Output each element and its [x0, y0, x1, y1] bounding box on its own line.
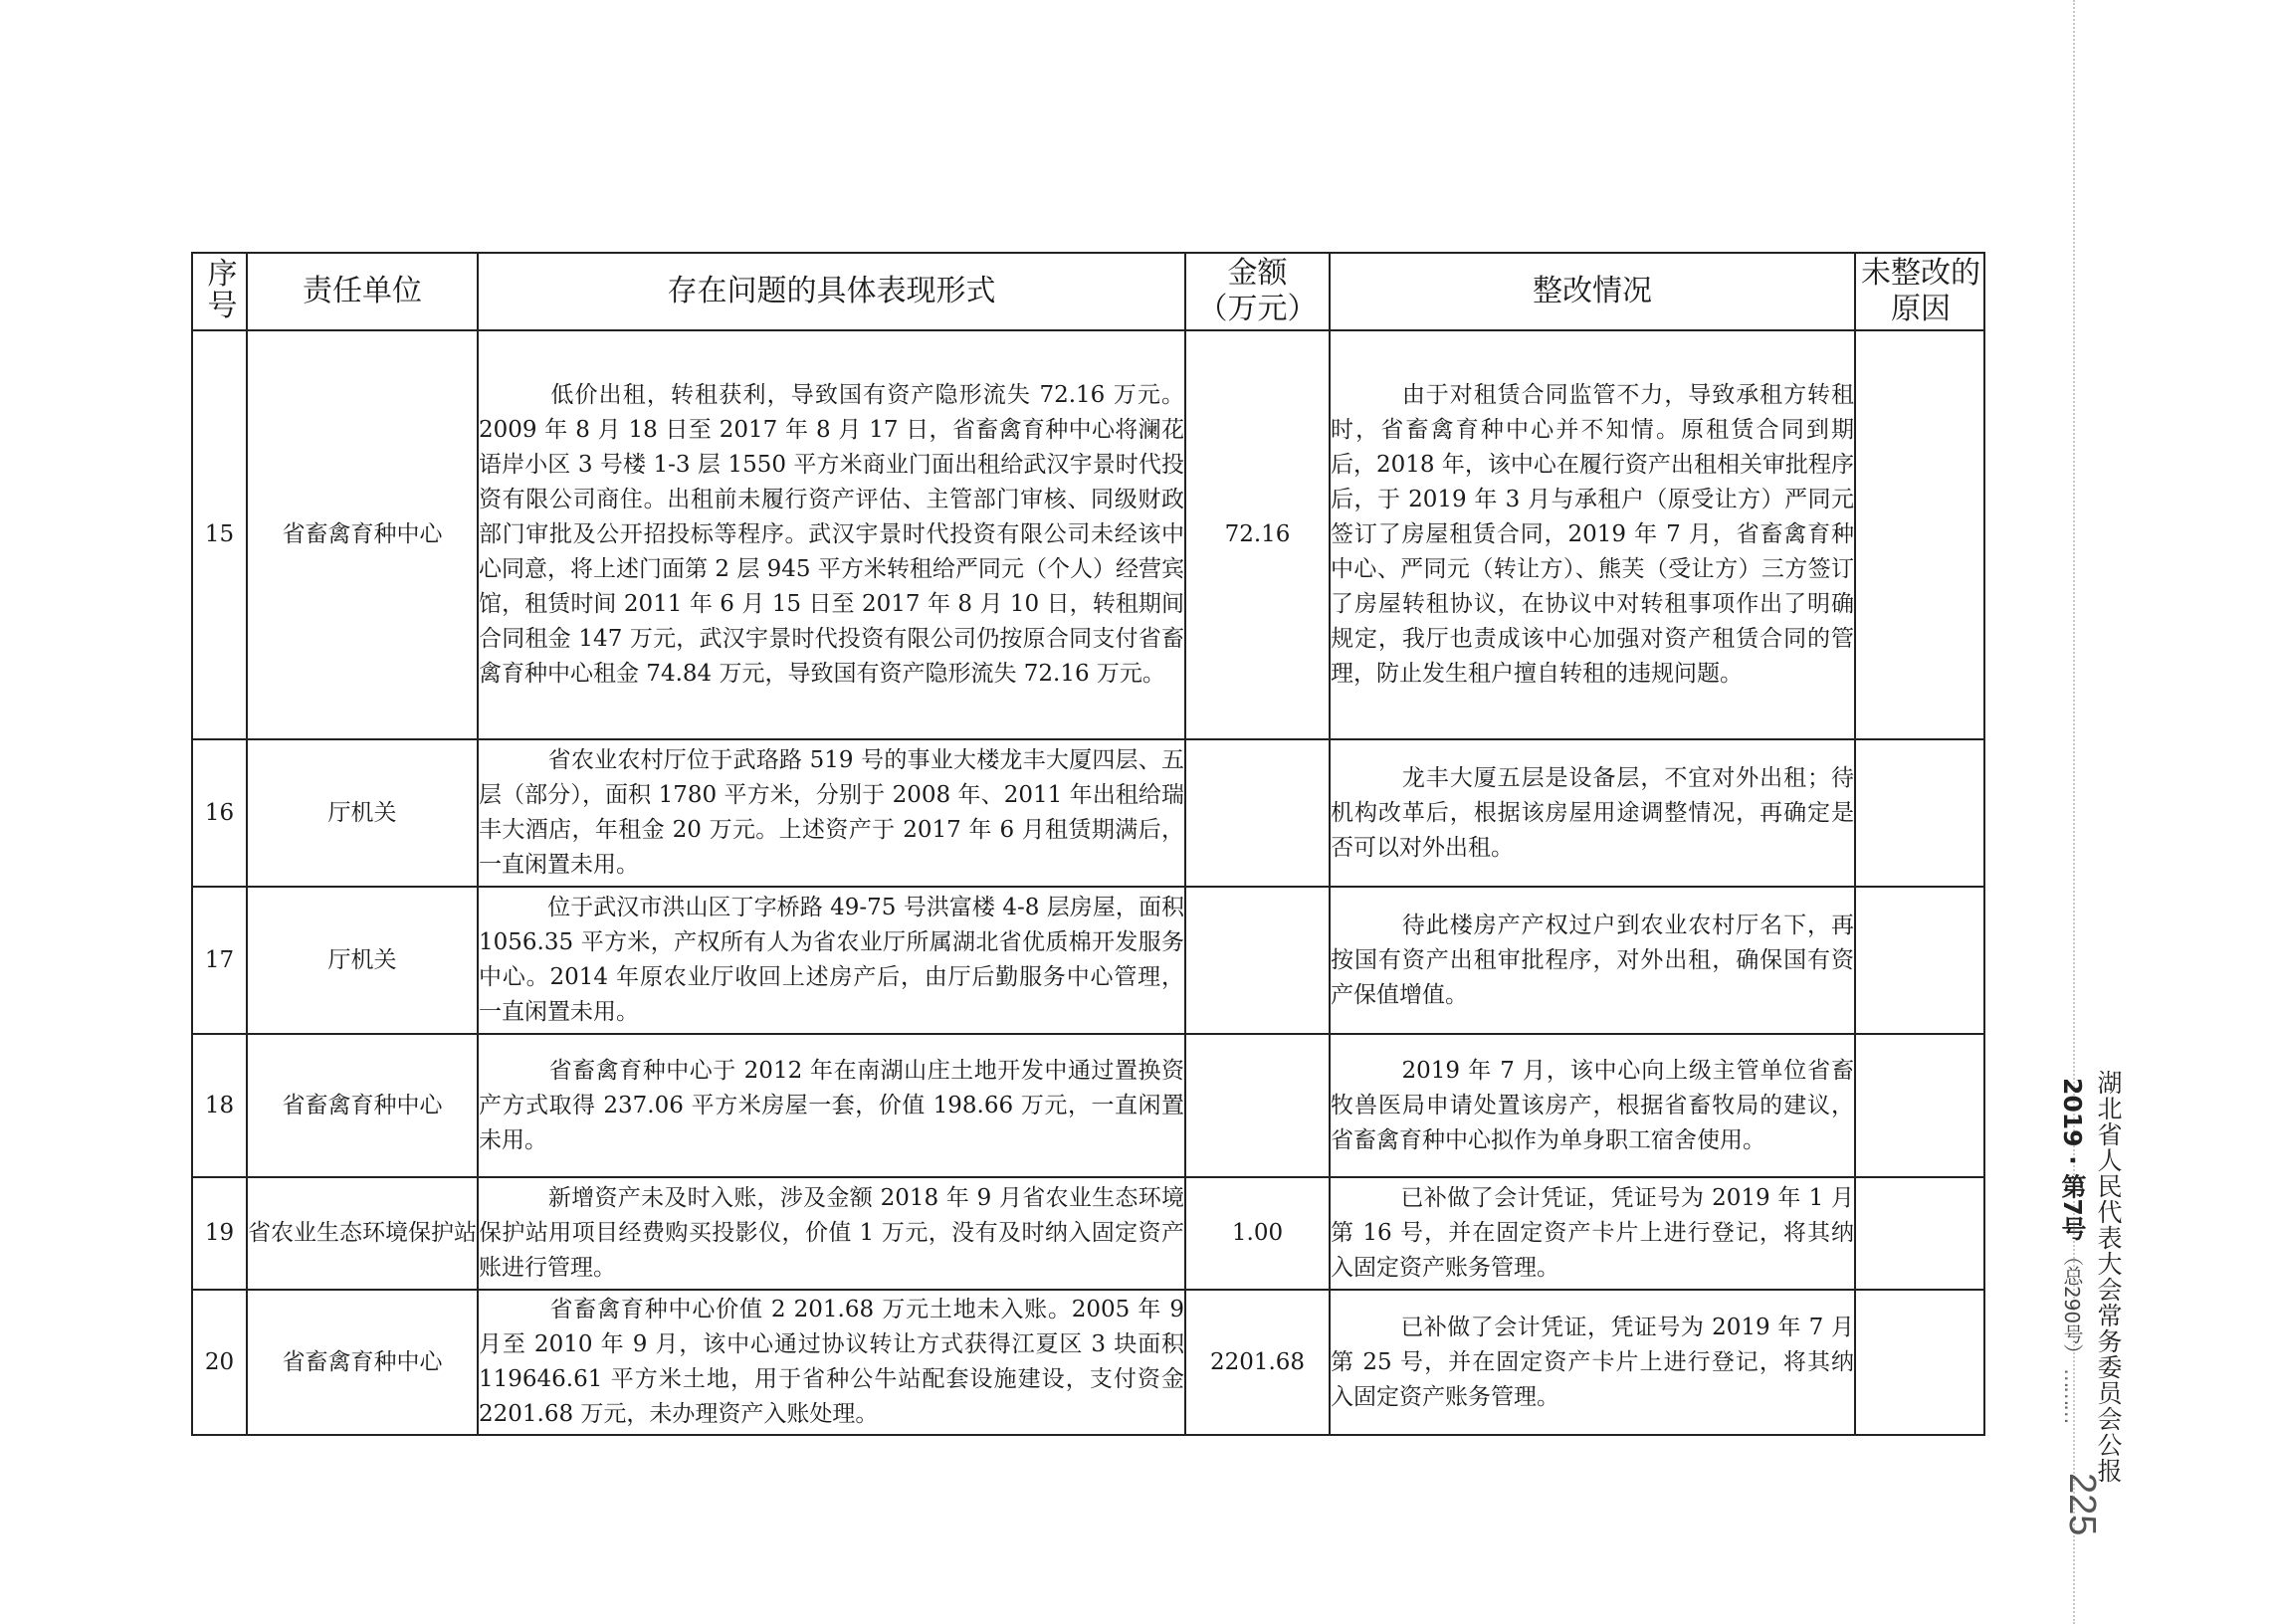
header-amount-line1: 金额	[1227, 256, 1288, 291]
row-reason	[1855, 1034, 1984, 1177]
gazette-sidebar	[2042, 1070, 2126, 1527]
table-row	[192, 887, 1984, 1034]
table-header-row	[192, 253, 1984, 330]
row-reason	[1855, 739, 1984, 887]
row-reason	[1855, 330, 1984, 739]
row-rectification: 龙丰大厦五层是设备层，不宜对外出租；待机构改革后，根据该房屋用途调整情况，再确定是否可以对外出租。	[1330, 739, 1855, 887]
gazette-title: 湖北省人民代表大会常务委员会公报	[2094, 1070, 2123, 1484]
row-amount: 2201.68	[1185, 1290, 1330, 1435]
row-unit: 省畜禽育种中心	[247, 330, 478, 739]
row-reason	[1855, 887, 1984, 1034]
row-rectification: 已补做了会计凭证，凭证号为 2019 年 1 月第 16 号，并在固定资产卡片上进行登记，将其纳入固定资产账务管理。	[1330, 1177, 1855, 1290]
row-amount	[1185, 887, 1330, 1034]
row-problem: 省农业农村厅位于武珞路 519 号的事业大楼龙丰大厦四层、五层（部分），面积 1780 平方米，分别于 2008 年、2011 年出租给瑞丰大酒店，年租金 20 万元。上述资产于 2017 年 6 月租赁期满后，一直闲置未用。	[478, 739, 1185, 887]
row-unit: 厅机关	[247, 887, 478, 1034]
table-row	[192, 1177, 1984, 1290]
row-unit: 省农业生态环境保护站	[247, 1177, 478, 1290]
row-problem: 省畜禽育种中心价值 2 201.68 万元土地未入账。2005 年 9 月至 2010 年 9 月，该中心通过协议转让方式获得江夏区 3 块面积 119646.61 平方米土地，用于省种公牛站配套设施建设，支付资金 2201.68 万元，未办理资产入账处理。	[478, 1290, 1185, 1435]
row-num: 19	[192, 1177, 247, 1290]
row-problem: 低价出租，转租获利，导致国有资产隐形流失 72.16 万元。2009 年 8 月 18 日至 2017 年 8 月 17 日，省畜禽育种中心将澜花语岸小区 3 号楼 1-3 层 1550 平方米商业门面出租给武汉宇景时代投资有限公司商住。出租前未履行资产评估、主管部门审核、同级财政部门审批及公开招投标等程序。武汉宇景时代投资有限公司未经该中心同意，将上述门面第 2 层 945 平方米转租给严同元（个人）经营宾馆，租赁时间 2011 年 6 月 15 日至 2017 年 8 月 10 日，转租期间合同租金 147 万元，武汉宇景时代投资有限公司仍按原合同支付省畜禽育种中心租金 74.84 万元，导致国有资产隐形流失 72.16 万元。	[478, 330, 1185, 739]
dot-leader: ………	[2060, 1368, 2084, 1423]
row-reason	[1855, 1290, 1984, 1435]
row-amount: 72.16	[1185, 330, 1330, 739]
header-reason: 未整改的原因	[1855, 253, 1984, 330]
row-num: 15	[192, 330, 247, 739]
header-unit: 责任单位	[247, 253, 478, 330]
row-unit: 省畜禽育种中心	[247, 1034, 478, 1177]
header-rectification: 整改情况	[1330, 253, 1855, 330]
header-amount-line2: （万元）	[1197, 292, 1318, 326]
row-unit: 厅机关	[247, 739, 478, 887]
row-amount: 1.00	[1185, 1177, 1330, 1290]
row-problem: 新增资产未及时入账，涉及金额 2018 年 9 月省农业生态环境保护站用项目经费购买投影仪，价值 1 万元，没有及时纳入固定资产账进行管理。	[478, 1177, 1185, 1290]
row-unit: 省畜禽育种中心	[247, 1290, 478, 1435]
row-rectification: 待此楼房产产权过户到农业农村厅名下，再按国有资产出租审批程序，对外出租，确保国有资产保值增值。	[1330, 887, 1855, 1034]
table-row	[192, 330, 1984, 739]
table-row	[192, 1034, 1984, 1177]
rectification-table	[191, 252, 1985, 1436]
row-num: 20	[192, 1290, 247, 1435]
row-problem: 省畜禽育种中心于 2012 年在南湖山庄土地开发中通过置换资产方式取得 237.06 平方米房屋一套，价值 198.66 万元，一直闲置未用。	[478, 1034, 1185, 1177]
table-row	[192, 739, 1984, 887]
header-num: 序号	[192, 253, 247, 330]
row-problem: 位于武汉市洪山区丁字桥路 49-75 号洪富楼 4-8 层房屋，面积 1056.35 平方米，产权所有人为省农业厅所属湖北省优质棉开发服务中心。2014 年原农业厅收回上述房产后，由厅后勤服务中心管理，一直闲置未用。	[478, 887, 1185, 1034]
page-number: 225	[2061, 1473, 2103, 1536]
gazette-issue: 2019 · 第7号	[2058, 1078, 2087, 1241]
row-amount	[1185, 1034, 1330, 1177]
gazette-total-issue: （总290号）	[2060, 1245, 2084, 1364]
row-rectification: 2019 年 7 月，该中心向上级主管单位省畜牧兽医局申请处置该房产，根据省畜牧局的建议，省畜禽育种中心拟作为单身职工宿舍使用。	[1330, 1034, 1855, 1177]
row-num: 16	[192, 739, 247, 887]
row-rectification: 由于对租赁合同监管不力，导致承租方转租时，省畜禽育种中心并不知情。原租赁合同到期后，2018 年，该中心在履行资产出租相关审批程序后，于 2019 年 3 月与承租户（原受让方）严同元签订了房屋租赁合同，2019 年 7 月，省畜禽育种中心、严同元（转让方）、熊芙（受让方）三方签订了房屋转租协议，在协议中对转租事项作出了明确规定，我厅也责成该中心加强对资产租赁合同的管理，防止发生租户擅自转租的违规问题。	[1330, 330, 1855, 739]
row-num: 18	[192, 1034, 247, 1177]
table-row	[192, 1290, 1984, 1435]
row-num: 17	[192, 887, 247, 1034]
row-reason	[1855, 1177, 1984, 1290]
row-rectification: 已补做了会计凭证，凭证号为 2019 年 7 月第 25 号，并在固定资产卡片上进行登记，将其纳入固定资产账务管理。	[1330, 1290, 1855, 1435]
row-amount	[1185, 739, 1330, 887]
header-amount	[1185, 253, 1330, 330]
header-problem: 存在问题的具体表现形式	[478, 253, 1185, 330]
